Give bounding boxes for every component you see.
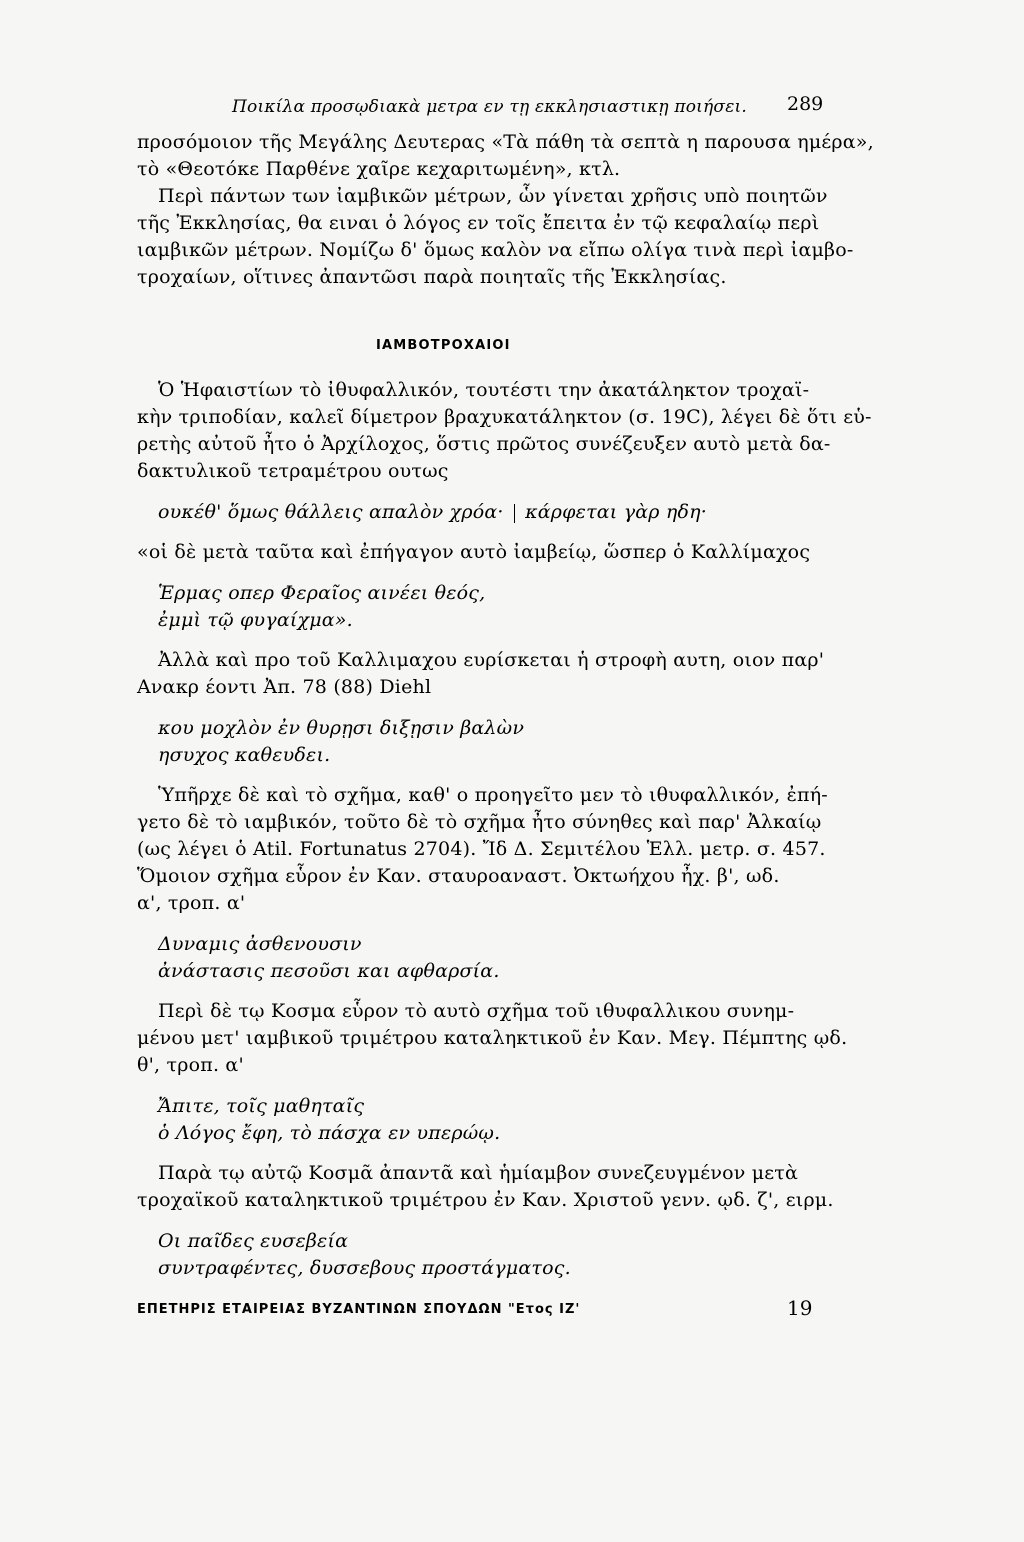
text-line: θ', τροπ. α' [137,1054,244,1076]
text-line: Παρὰ τῳ αὐτῷ Κοσμᾶ ἀπαντᾶ καὶ ἡμίαμβον συνεζευγμένον μετὰ [158,1162,799,1184]
text-line: «οἱ δὲ μετὰ ταῦτα καὶ ἐπήγαγον αυτὸ ἰαμβείῳ, ὥσπερ ὁ Καλλίμαχος [137,541,811,563]
verse-line: ἐμμὶ τῷ φυγαίχμα». [158,609,353,631]
text-line: δακτυλικοῦ τετραμέτρου ουτως [137,460,449,482]
verse-part-b: κάρφεται γὰρ ηδη· [525,501,707,523]
verse-line: Δυναμις ἀσθενουσιν [158,933,362,955]
text-line: τροχαϊκοῦ καταληκτικοῦ τριμέτρου ἐν Καν. Χριστοῦ γενν. ῳδ. ζ', ειρμ. [137,1189,834,1211]
text-line: τὸ «Θεοτόκε Παρθένε χαῖρε κεχαριτωμένη», κτλ. [137,158,621,180]
text-line: Ὑπῆρχε δὲ καὶ τὸ σχῆμα, καθ' ο προηγεῖτο μεν τὸ ιθυφαλλικόν, ἐπή- [158,784,828,806]
text-line: α', τροπ. α' [137,892,246,914]
text-line: προσόμοιον τῆς Μεγάλης Δευτερας «Τὰ πάθη τὰ σεπτὰ η παρουσα ημέρα», [137,131,874,153]
verse-line: ὁ Λόγος ἔφη, τὸ πάσχα εν υπερώῳ. [158,1122,501,1144]
text-line: Ανακρ έοντι Ἀπ. 78 (88) Diehl [137,676,432,698]
section-title: ΙΑΜΒΟΤΡΟΧΑΙΟΙ [376,338,511,353]
verse-line: συντραφέντες, δυσσεβους προστάγματος. [158,1257,571,1279]
text-line: Περὶ δὲ τῳ Κοσμα εὗρον τὸ αυτὸ σχῆμα τοῦ ιθυφαλλικου συνημ- [158,1000,795,1022]
verse-line: Ἄπιτε, τοῖς μαθηταῖς [158,1095,365,1117]
text-line: ρετὴς αὐτοῦ ἦτο ὁ Ἀρχίλοχος, ὅστις πρῶτος συνέζευξεν αυτὸ μετὰ δα- [137,433,831,455]
verse-divider [514,504,516,523]
text-line: γετο δὲ τὸ ιαμβικόν, τοῦτο δὲ τὸ σχῆμα ἦτο σύνηθες καὶ παρ' Ἀλκαίῳ [137,811,822,833]
text-line: Ὅμοιον σχῆμα εὗρον ἐν Καν. σταυροαναστ. Ὀκτωήχου ἦχ. β', ωδ. [137,865,780,887]
verse-line: Οι παῖδες ευσεβεία [158,1230,349,1252]
text-line: (ως λέγει ὁ Atil. Fortunatus 2704). Ἴδ Δ. Σεμιτέλου Ἑλλ. μετρ. σ. 457. [137,838,826,860]
verse-line: ἀνάστασις πεσοῦσι και αφθαρσία. [158,960,500,982]
text-line: κὴν τριποδίαν, καλεῖ δίμετρον βραχυκατάληκτον (σ. 19C), λέγει δὲ ὅτι εὑ- [137,406,872,428]
verse-line: κου μοχλὸν ἐν θυρῃσι διξῃσιν βαλὼν [158,717,525,739]
verse-line: Ἑρμας οπερ Φεραῖος αινέει θεός, [158,582,486,604]
text-line: Περὶ πάντων των ἰαμβικῶν μέτρων, ὧν γίνεται χρῆσις υπὸ ποιητῶν [158,185,828,207]
running-head: Ποικίλα προσῳδιακὰ μετρα εν τῃ εκκλησιαστικῃ ποιήσει. [232,97,747,117]
text-line: τῆς Ἐκκλησίας, θα ειναι ὁ λόγος εν τοῖς ἔπειτα ἐν τῷ κεφαλαίῳ περὶ [137,212,820,234]
text-line: μένου μετ' ιαμβικοῦ τριμέτρου καταληκτικοῦ ἐν Καν. Μεγ. Πέμπτης ῳδ. [137,1027,848,1049]
text-line: τροχαίων, οἵτινες ἀπαντῶσι παρὰ ποιηταῖς τῆς Ἐκκλησίας. [137,266,727,288]
text-line: ιαμβικῶν μέτρων. Νομίζω δ' ὅμως καλὸν να εἴπω ολίγα τινὰ περὶ ἰαμβο- [137,239,854,261]
text-line: Ὁ Ἡφαιστίων τὸ ἰθυφαλλικόν, τουτέστι την ἀκατάληκτον τροχαϊ- [158,379,810,401]
text-line: Ἀλλὰ καὶ προ τοῦ Καλλιμαχου ευρίσκεται ἡ στροφὴ αυτη, οιον παρ' [158,649,825,671]
verse-part-a: ουκέθ' ὅμως θάλλεις απαλὸν χρόα· [158,501,504,523]
journal-footer: ΕΠΕΤΗΡΙΣ ΕΤΑΙΡΕΙΑΣ ΒΥΖΑΝΤΙΝΩΝ ΣΠΟΥΔΩΝ "Ετος ΙΖ' [137,1302,581,1317]
page-number: 289 [787,93,824,115]
verse-line [158,500,707,524]
signature-number: 19 [787,1296,813,1320]
verse-line: ησυχος καθευδει. [158,744,331,766]
